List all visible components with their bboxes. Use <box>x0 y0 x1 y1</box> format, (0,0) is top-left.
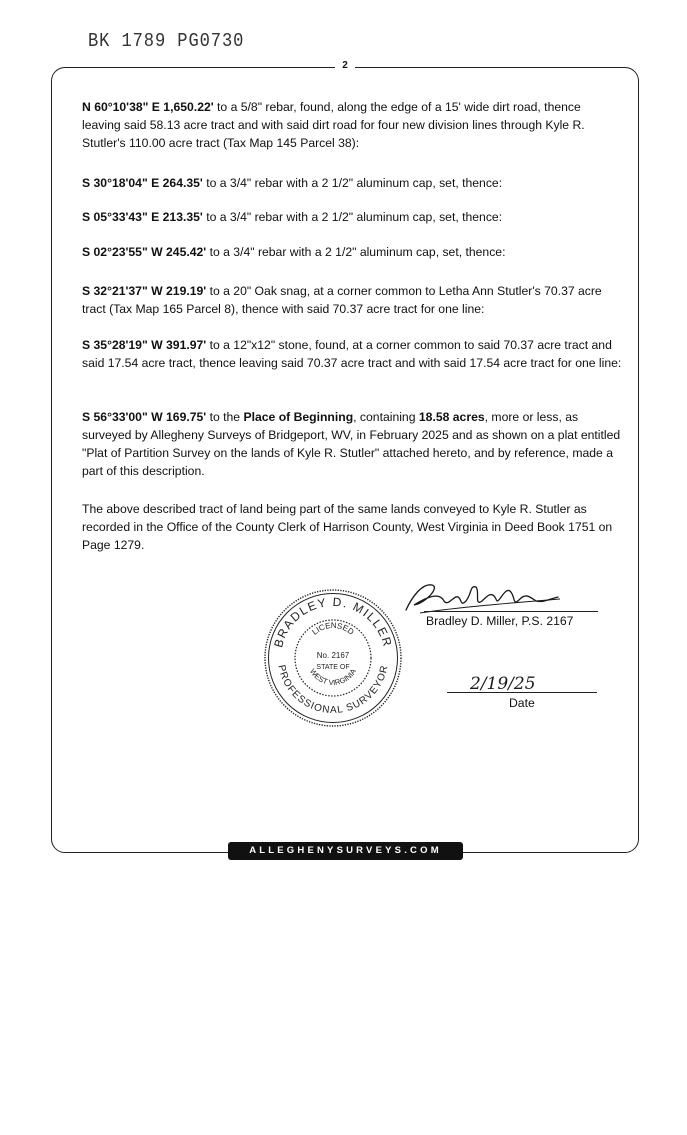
date-line <box>447 692 597 693</box>
course-bearing: S 30°18'04" E 264.35' <box>82 176 203 190</box>
seal-license-number: No. 2167 <box>316 651 350 660</box>
handwritten-date <box>466 670 546 694</box>
course-text: to a 20" Oak snag, at a corner common to Letha Ann Stutler's 70.37 acre tract (Tax Map 165 Parcel 8), thence with said 70.37 acre tract for one line: <box>82 284 602 316</box>
course-paragraph-4 <box>82 243 622 261</box>
final-course-paragraph: S 56°33'00" W 169.75' to the Place of Beginning, containing 18.58 acres, more or less, as surveyed by Allegheny Surveys of Bridgeport, WV, in February 2025 and as shown on a plat entitled "Plat of Partition Survey on the lands of Kyle R. Stutler" attached hereto, and by reference, made a part of this description. <box>82 410 621 478</box>
seal-licensed: LICENSED <box>310 620 356 637</box>
signature-line <box>424 611 598 612</box>
course-paragraph-6 <box>82 336 622 372</box>
date-label: Date <box>509 696 535 710</box>
page-number: 2 <box>52 60 638 71</box>
closing-paragraph: The above described tract of land being part of the same lands conveyed to Kyle R. Stutler as recorded in the Office of the County Clerk of Harrison County, West Virginia in Deed Book 1751 on Page 1279. <box>82 502 613 552</box>
surveyor-name: Bradley D. Miller, P.S. 2167 <box>426 614 574 628</box>
course-bearing: S 32°21'37" W 219.19' <box>82 284 207 298</box>
course-paragraph-5 <box>82 282 622 318</box>
course-bearing: N 60°10'38" E 1,650.22' <box>82 100 214 114</box>
course-text: to a 12"x12" stone, found, at a corner common to said 70.37 acre tract and said 17.54 acre tract, thence leaving said 70.37 acre tract and with said 17.54 acre tract for one line: <box>82 338 622 370</box>
seal-state-of: STATE OF <box>316 664 350 671</box>
course-text: to a 3/4" rebar with a 2 1/2" aluminum cap, set, thence: <box>202 176 503 190</box>
course-text: to a 5/8" rebar, found, along the edge of a 15' wide dirt road, thence leaving said 58.13 acre tract and with said dirt road for four new division lines through Kyle R. Stutler's 110.00 acre tract (Tax Map 145 Parcel 38): <box>82 100 585 150</box>
course-paragraph-1 <box>82 98 622 152</box>
footer-brand: ALLEGHENYSURVEYS.COM <box>228 842 463 860</box>
course-paragraph-2 <box>82 174 622 192</box>
course-bearing: S 02°23'55" W 245.42' <box>82 245 207 259</box>
book-page-stamp: BK 1789 PG0730 <box>88 30 245 52</box>
seal-name: BRADLEY D. MILLER <box>271 594 395 650</box>
course-text: to a 3/4" rebar with a 2 1/2" aluminum cap, set, thence: <box>202 210 503 224</box>
course-bearing: S 05°33'43" E 213.35' <box>82 210 203 224</box>
seal-state: WEST VIRGINIA <box>308 666 358 688</box>
course-paragraph-3 <box>82 208 622 226</box>
surveyor-seal <box>262 587 404 729</box>
seal-title: PROFESSIONAL SURVEYOR <box>275 663 391 717</box>
course-bearing: S 35°28'19" W 391.97' <box>82 338 207 352</box>
place-of-beginning: Place of Beginning <box>243 410 354 424</box>
course-bearing: S 56°33'00" W 169.75' <box>82 410 207 424</box>
acreage: 18.58 acres <box>418 410 485 424</box>
course-text: to a 3/4" rebar with a 2 1/2" aluminum cap, set, thence: <box>206 245 506 259</box>
svg-text:2/19/25: 2/19/25 <box>470 674 536 694</box>
